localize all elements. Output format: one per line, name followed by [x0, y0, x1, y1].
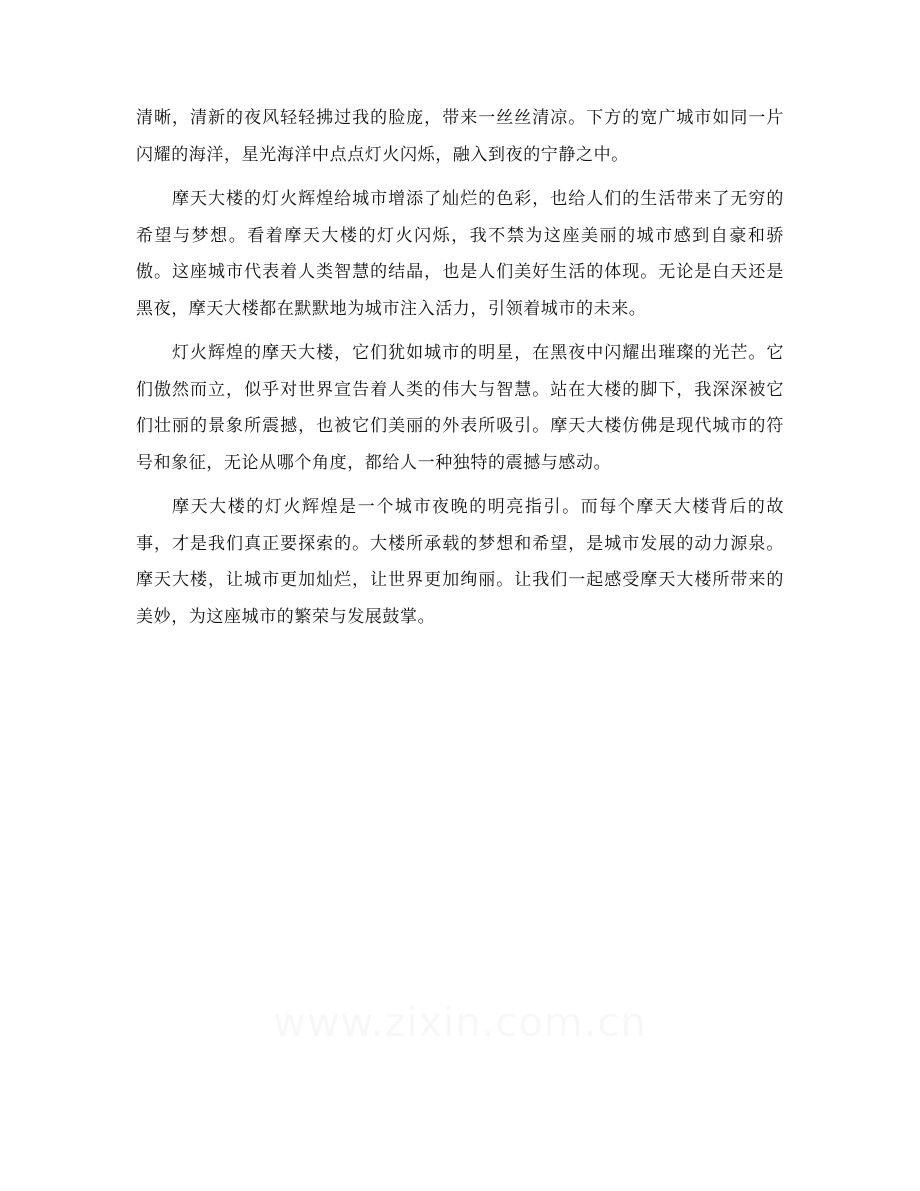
paragraph-2: 摩天大楼的灯火辉煌给城市增添了灿烂的色彩，也给人们的生活带来了无穷的希望与梦想。看着摩天大楼的灯火闪烁，我不禁为这座美丽的城市感到自豪和骄傲。这座城市代表着人类智慧的结晶，也是人们美好生活的体现。无论是白天还是黑夜，摩天大楼都在默默地为城市注入活力，引领着城市的未来。 [136, 189, 784, 319]
watermark [0, 1000, 920, 1046]
paragraph-3: 灯火辉煌的摩天大楼，它们犹如城市的明星，在黑夜中闪耀出璀璨的光芒。它们傲然而立，似乎对世界宣告着人类的伟大与智慧。站在大楼的脚下，我深深被它们壮丽的景象所震撼，也被它们美丽的外表所吸引。摩天大楼仿佛是现代城市的符号和象征，无论从哪个角度，都给人一种独特的震撼与感动。 [136, 343, 784, 473]
paragraph-1: 清晰，清新的夜风轻轻拂过我的脸庞，带来一丝丝清凉。下方的宽广城市如同一片闪耀的海洋，星光海洋中点点灯火闪烁，融入到夜的宁静之中。 [136, 108, 784, 165]
document-body [136, 100, 784, 635]
paragraph-4: 摩天大楼的灯火辉煌是一个城市夜晚的明亮指引。而每个摩天大楼背后的故事，才是我们真正要探索的。大楼所承载的梦想和希望，是城市发展的动力源泉。摩天大楼，让城市更加灿烂，让世界更加绚丽。让我们一起感受摩天大楼所带来的美妙，为这座城市的繁荣与发展鼓掌。 [136, 497, 784, 627]
